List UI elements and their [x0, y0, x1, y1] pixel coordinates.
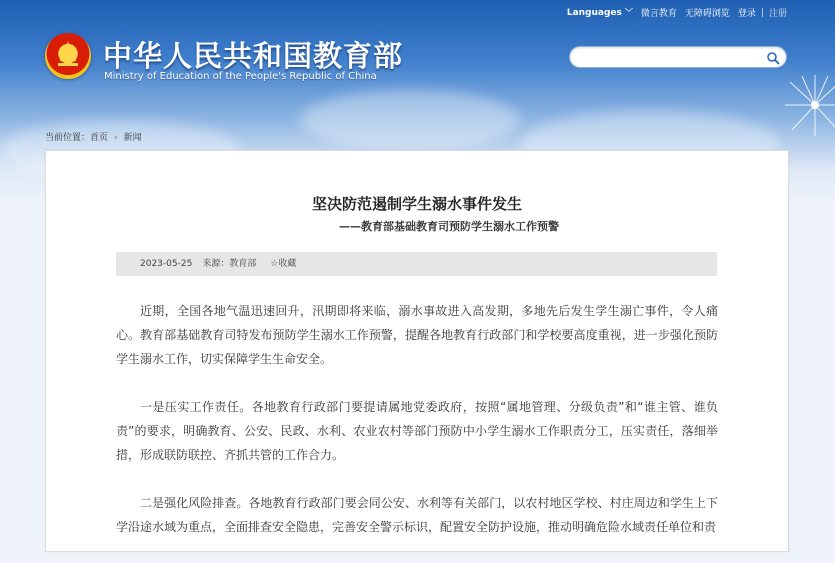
weibo-link[interactable]: 微言教育: [640, 9, 677, 19]
top-bar: [559, 6, 787, 19]
search-box: [569, 46, 787, 68]
article-body: [116, 299, 718, 563]
article-paragraph: 近期，全国各地气温迅速回升，汛期即将来临，溺水事故进入高发期，多地先后发生学生溺亡事件，令人痛心。教育部基础教育司特发布预防学生溺水工作预警，提醒各地教育行政部门和学校要高度重视，进一步强化预防学生溺水工作，切实保障学生生命安全。: [116, 304, 718, 366]
publish-date: 2023-05-25: [140, 259, 193, 269]
login-link[interactable]: 登录: [737, 9, 756, 19]
languages-label: Languages: [566, 8, 622, 18]
chevron-down-icon: ﹀: [624, 8, 633, 17]
breadcrumb-home-link[interactable]: 首页: [90, 133, 109, 143]
article-panel: [45, 150, 789, 552]
register-link[interactable]: 注册: [768, 9, 787, 19]
divider: |: [760, 7, 764, 18]
search-icon[interactable]: [766, 50, 780, 64]
cloud-decoration: [300, 90, 520, 150]
languages-menu[interactable]: [567, 7, 633, 18]
article-source: 来源：教育部: [202, 259, 257, 269]
breadcrumb-current-link[interactable]: 新闻: [123, 133, 142, 143]
article-paragraph: 二是强化风险排查。各地教育行政部门要会同公安、水利等有关部门，以农村地区学校、村庄周边和学生上下学沿途水域为重点，全面排查安全隐患，完善安全警示标识，配置安全防护设施，推动明确危险水域责任单位和责: [116, 496, 718, 534]
site-title[interactable]: 中华人民共和国教育部: [103, 39, 404, 73]
breadcrumb-separator: ›: [114, 133, 118, 143]
dandelion-decoration: [780, 70, 835, 140]
search-input[interactable]: [580, 49, 764, 67]
article-paragraph: 一是压实工作责任。各地教育行政部门要提请属地党委政府，按照“属地管理、分级负责”和“谁主管、谁负责”的要求，明确教育、公安、民政、水利、农业农村等部门预防中小学生溺水工作职责分工，压实责任，落细举措，形成联防联控、齐抓共管的工作合力。: [116, 400, 718, 462]
article-subtitle: ——教育部基础教育司预防学生溺水工作预警: [339, 220, 559, 233]
article-meta-bar: [116, 252, 717, 276]
accessible-link[interactable]: 无障碍浏览: [684, 9, 730, 19]
national-emblem-icon: [45, 33, 91, 79]
breadcrumb: [45, 130, 142, 143]
breadcrumb-prefix: 当前位置：: [45, 133, 91, 143]
site-subtitle: Ministry of Education of the People's Republic of China: [104, 71, 377, 82]
favorite-button[interactable]: ☆收藏: [270, 259, 297, 269]
article-title: 坚决防范遏制学生溺水事件发生: [311, 195, 522, 213]
